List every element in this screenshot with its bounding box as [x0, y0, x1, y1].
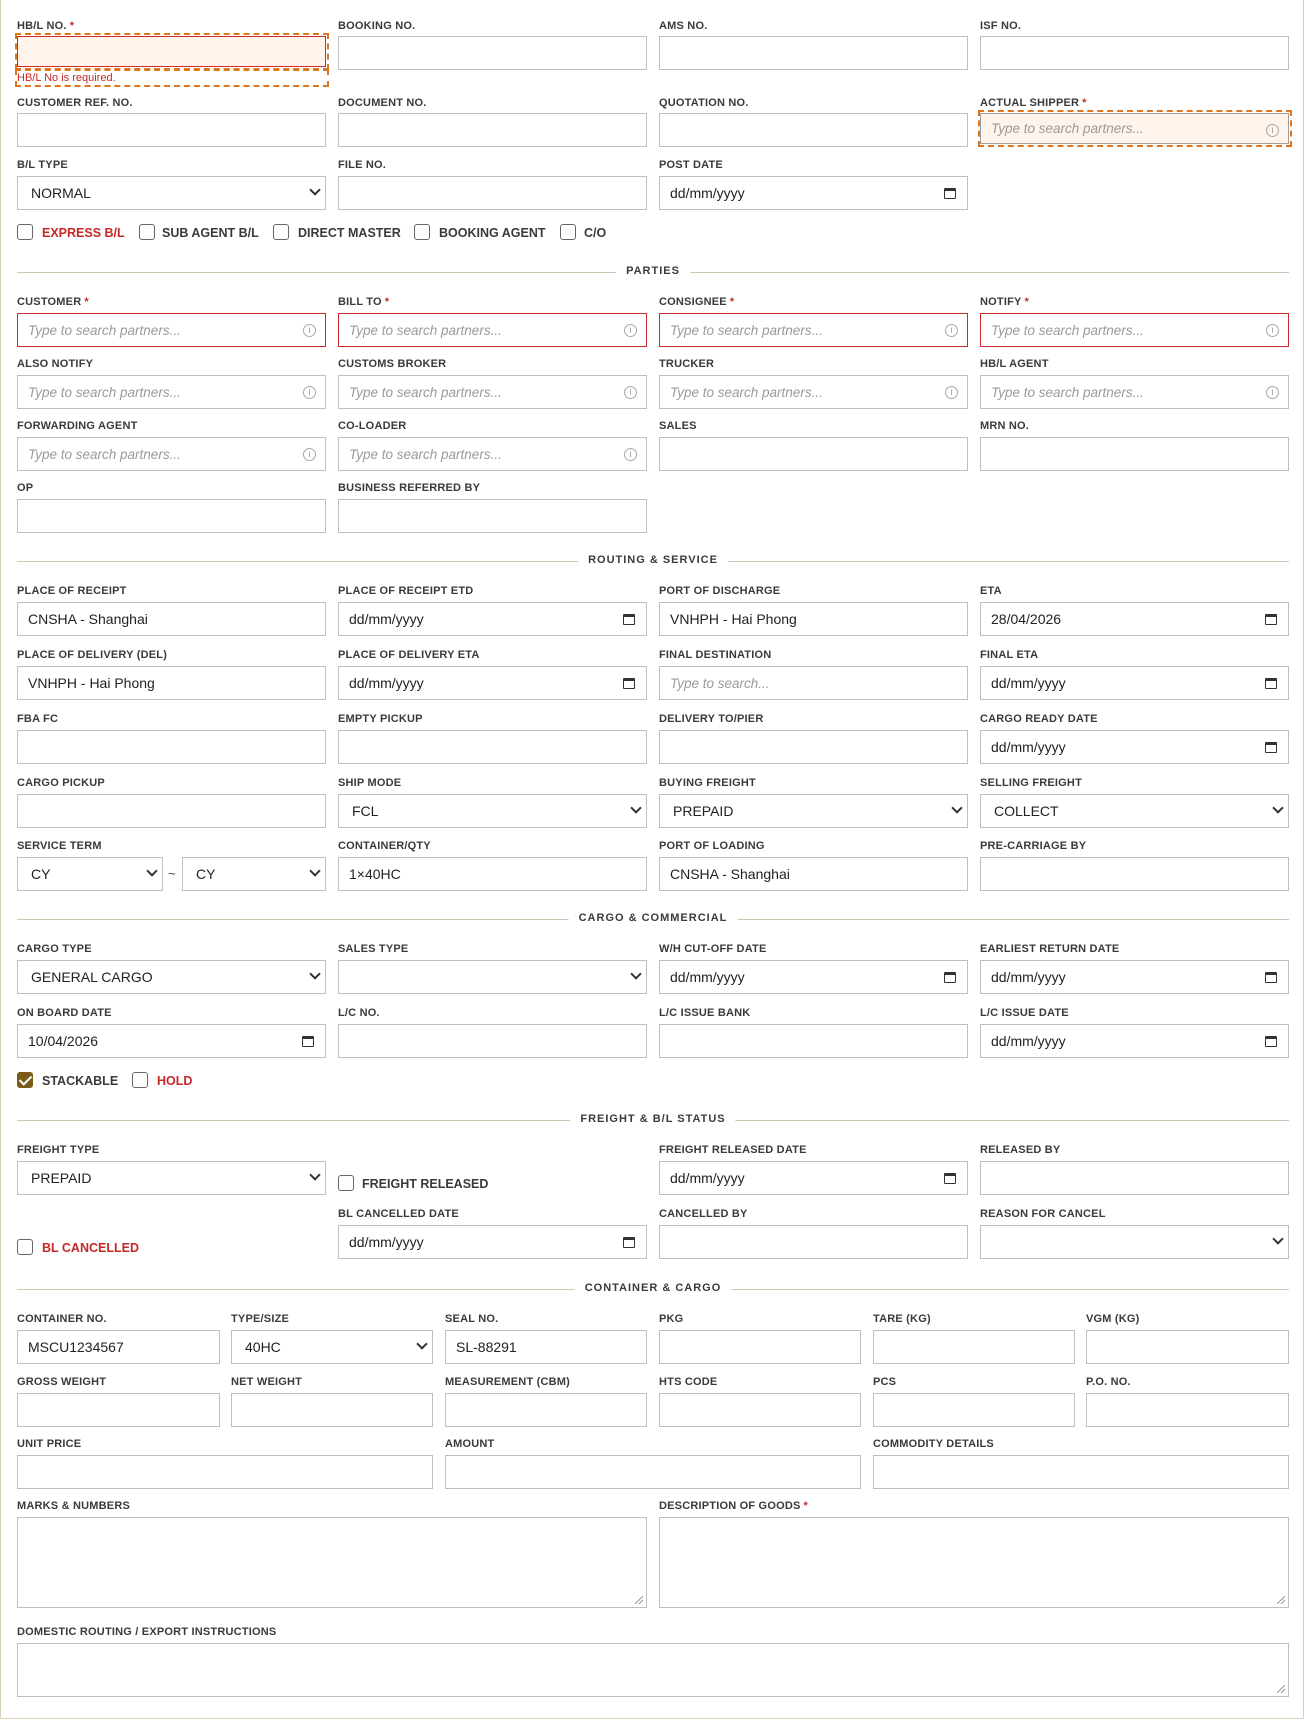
empty-pickup-input[interactable] [338, 730, 647, 764]
cargo-type-label: CARGO TYPE [17, 943, 92, 955]
required-marker: * [1082, 97, 1087, 109]
calendar-icon[interactable] [302, 1036, 314, 1047]
eta-label: ETA [980, 585, 1002, 597]
lc-issue-date-label: L/C ISSUE DATE [980, 1007, 1069, 1019]
commodity-details-label: COMMODITY DETAILS [873, 1438, 994, 1450]
chevron-down-icon [309, 184, 320, 195]
op-input[interactable] [17, 499, 326, 533]
date-value: dd/mm/yyyy [349, 611, 424, 627]
date-value: 28/04/2026 [991, 611, 1062, 627]
quotation-no-input[interactable] [659, 113, 968, 147]
service-term-to-value: CY [196, 866, 216, 882]
customer-input[interactable] [17, 313, 326, 347]
po-no-input[interactable] [1086, 1393, 1289, 1427]
forwarding-agent-input[interactable] [17, 437, 326, 471]
type-size-label: TYPE/SIZE [231, 1313, 290, 1325]
marks-numbers-label: MARKS & NUMBERS [17, 1500, 130, 1512]
freight-type-label: FREIGHT TYPE [17, 1144, 100, 1156]
vgm-input[interactable] [1086, 1330, 1289, 1364]
freight-type-value: PREPAID [31, 1170, 92, 1186]
file-no-input[interactable] [338, 176, 647, 210]
calendar-icon[interactable] [944, 972, 956, 983]
ship-mode-select[interactable] [338, 794, 647, 828]
calendar-icon[interactable] [1265, 742, 1277, 753]
sub-agent-bl-checkbox[interactable] [139, 224, 155, 240]
po-no-label: P.O. NO. [1086, 1376, 1131, 1388]
final-eta-input[interactable] [980, 666, 1289, 700]
stackable-label: STACKABLE [42, 1074, 119, 1088]
place-of-delivery-label: PLACE OF DELIVERY (DEL) [17, 649, 168, 661]
ship-mode-label: SHIP MODE [338, 777, 402, 789]
hts-code-label: HTS CODE [659, 1376, 718, 1388]
sales-label: SALES [659, 420, 697, 432]
reason-for-cancel-label: REASON FOR CANCEL [980, 1208, 1106, 1220]
description-of-goods-textarea[interactable] [659, 1517, 1289, 1608]
actual-shipper-label [980, 97, 1087, 109]
ams-no-label: AMS NO. [659, 20, 708, 32]
chevron-down-icon [309, 1169, 320, 1180]
service-term-from-select[interactable] [17, 857, 163, 891]
cargo-ready-date-input[interactable] [980, 730, 1289, 764]
hbl-no-label-text: HB/L NO. [17, 20, 67, 32]
actual-shipper-label-text: ACTUAL SHIPPER [980, 97, 1080, 109]
required-marker: * [84, 296, 89, 308]
port-of-discharge-label: PORT OF DISCHARGE [659, 585, 781, 597]
direct-master-label: DIRECT MASTER [298, 226, 401, 240]
place-of-delivery-input[interactable]: VNHPH - Hai Phong [17, 666, 326, 700]
consignee-label [659, 296, 734, 308]
place-of-receipt-etd-input[interactable] [338, 602, 647, 636]
fba-fc-input[interactable] [17, 730, 326, 764]
booking-agent-checkbox[interactable] [414, 224, 430, 240]
direct-master-checkbox[interactable] [273, 224, 289, 240]
cancelled-by-label: CANCELLED BY [659, 1208, 748, 1220]
section-cargo-commercial [17, 912, 1289, 926]
wh-cutoff-input[interactable] [659, 960, 968, 994]
service-term-label: SERVICE TERM [17, 840, 102, 852]
customer-label-text: CUSTOMER [17, 296, 82, 308]
buying-freight-select[interactable] [659, 794, 968, 828]
trucker-placeholder: Type to search partners... [670, 384, 823, 400]
required-marker: * [384, 296, 390, 308]
type-size-value: 40HC [245, 1339, 281, 1355]
chevron-down-icon [146, 865, 157, 876]
customer-ref-input[interactable] [17, 113, 326, 147]
trucker-input[interactable] [659, 375, 968, 409]
service-term-separator: ~ [168, 866, 176, 881]
post-date-label: POST DATE [659, 159, 723, 171]
buying-freight-label: BUYING FREIGHT [659, 777, 756, 789]
info-icon: i [1266, 124, 1279, 137]
info-icon: i [624, 386, 637, 399]
delivery-to-pier-label: DELIVERY TO/PIER [659, 713, 764, 725]
hbl-no-highlight [15, 33, 329, 70]
measurement-input[interactable] [445, 1393, 647, 1427]
unit-price-input[interactable] [17, 1455, 433, 1489]
freight-released-date-label: FREIGHT RELEASED DATE [659, 1144, 807, 1156]
service-term-to-select[interactable] [182, 857, 326, 891]
required-marker: * [69, 20, 75, 32]
freight-released-date-input[interactable] [659, 1161, 968, 1195]
document-no-label: DOCUMENT NO. [338, 97, 427, 109]
business-referred-input[interactable] [338, 499, 647, 533]
co-loader-label: CO-LOADER [338, 420, 407, 432]
container-no-label: CONTAINER NO. [17, 1313, 107, 1325]
customer-label [17, 296, 89, 308]
booking-agent-label: BOOKING AGENT [439, 226, 546, 240]
pkg-input[interactable] [659, 1330, 861, 1364]
calendar-icon[interactable] [623, 678, 635, 689]
pcs-input[interactable] [873, 1393, 1075, 1427]
ams-no-input[interactable] [659, 36, 968, 70]
amount-label: AMOUNT [445, 1438, 495, 1450]
express-bl-label: EXPRESS B/L [42, 226, 125, 240]
customs-broker-label: CUSTOMS BROKER [338, 358, 447, 370]
cargo-ready-date-label: CARGO READY DATE [980, 713, 1098, 725]
cargo-pickup-label: CARGO PICKUP [17, 777, 105, 789]
type-size-select[interactable] [231, 1330, 433, 1364]
seal-no-label: SEAL NO. [445, 1313, 499, 1325]
gross-weight-input[interactable] [17, 1393, 220, 1427]
bl-cancelled-label: BL CANCELLED [42, 1241, 139, 1255]
final-eta-label: FINAL ETA [980, 649, 1039, 661]
place-of-receipt-input[interactable]: CNSHA - Shanghai [17, 602, 326, 636]
earliest-return-input[interactable] [980, 960, 1289, 994]
released-by-label: RELEASED BY [980, 1144, 1061, 1156]
section-freight-status [17, 1113, 1289, 1127]
selling-freight-select[interactable] [980, 794, 1289, 828]
freight-released-label: FREIGHT RELEASED [362, 1177, 489, 1191]
customer-ref-label: CUSTOMER REF. NO. [17, 97, 133, 109]
info-icon: i [945, 324, 958, 337]
net-weight-label: NET WEIGHT [231, 1376, 303, 1388]
final-destination-label: FINAL DESTINATION [659, 649, 772, 661]
required-marker: * [803, 1500, 808, 1512]
business-referred-label: BUSINESS REFERRED BY [338, 482, 481, 494]
isf-no-label: ISF NO. [980, 20, 1022, 32]
post-date-input[interactable] [659, 176, 968, 210]
bl-cancelled-date-input[interactable] [338, 1225, 647, 1259]
sales-input[interactable] [659, 437, 968, 471]
calendar-icon[interactable] [944, 188, 956, 199]
date-value: dd/mm/yyyy [670, 1170, 745, 1186]
description-of-goods-label [659, 1500, 808, 1512]
cargo-pickup-input[interactable] [17, 794, 326, 828]
notify-placeholder: Type to search partners... [991, 322, 1144, 338]
service-term-from-value: CY [31, 866, 51, 882]
forwarding-agent-placeholder: Type to search partners... [28, 446, 181, 462]
fba-fc-label: FBA FC [17, 713, 59, 725]
bl-type-value: NORMAL [31, 185, 91, 201]
bl-type-label: B/L TYPE [17, 159, 68, 171]
section-parties [17, 265, 1289, 279]
chevron-down-icon [1272, 802, 1283, 813]
port-of-discharge-input[interactable]: VNHPH - Hai Phong [659, 602, 968, 636]
calendar-icon[interactable] [944, 1173, 956, 1184]
eta-input[interactable] [980, 602, 1289, 636]
calendar-icon[interactable] [623, 614, 635, 625]
on-board-date-input[interactable] [17, 1024, 326, 1058]
also-notify-label: ALSO NOTIFY [17, 358, 94, 370]
chevron-down-icon [1272, 1233, 1283, 1244]
date-value: dd/mm/yyyy [349, 675, 424, 691]
delivery-to-pier-input[interactable] [659, 730, 968, 764]
gross-weight-label: GROSS WEIGHT [17, 1376, 107, 1388]
isf-no-input[interactable] [980, 36, 1289, 70]
document-no-input[interactable] [338, 113, 647, 147]
pre-carriage-label: PRE-CARRIAGE BY [980, 840, 1087, 852]
stackable-checkbox[interactable] [17, 1072, 33, 1088]
co-label: C/O [584, 226, 607, 240]
hold-checkbox[interactable] [132, 1072, 148, 1088]
date-value: dd/mm/yyyy [991, 675, 1066, 691]
date-value: dd/mm/yyyy [670, 969, 745, 985]
bl-type-select[interactable] [17, 176, 326, 210]
co-loader-input[interactable] [338, 437, 647, 471]
port-of-loading-label: PORT OF LOADING [659, 840, 765, 852]
mrn-no-label: MRN NO. [980, 420, 1030, 432]
lc-no-input[interactable] [338, 1024, 647, 1058]
info-icon: i [945, 386, 958, 399]
post-date-value: dd/mm/yyyy [670, 185, 745, 201]
selling-freight-label: SELLING FREIGHT [980, 777, 1082, 789]
domestic-routing-label: DOMESTIC ROUTING / EXPORT INSTRUCTIONS [17, 1626, 277, 1638]
container-no-input[interactable]: MSCU1234567 [17, 1330, 220, 1364]
released-by-input[interactable] [980, 1161, 1289, 1195]
info-icon: i [1266, 386, 1279, 399]
notify-label-text: NOTIFY [980, 296, 1022, 308]
info-icon: i [303, 324, 316, 337]
reason-for-cancel-select[interactable] [980, 1225, 1289, 1259]
section-routing [17, 554, 1289, 568]
trucker-label: TRUCKER [659, 358, 715, 370]
notify-label [980, 296, 1029, 308]
customs-broker-placeholder: Type to search partners... [349, 384, 502, 400]
hold-label: HOLD [157, 1074, 193, 1088]
chevron-down-icon [630, 968, 641, 979]
commodity-details-input[interactable] [873, 1455, 1289, 1489]
info-icon: i [303, 448, 316, 461]
bl-cancelled-date-label: BL CANCELLED DATE [338, 1208, 459, 1220]
customs-broker-input[interactable] [338, 375, 647, 409]
place-of-receipt-etd-label: PLACE OF RECEIPT ETD [338, 585, 474, 597]
sub-agent-bl-label: SUB AGENT B/L [162, 226, 259, 240]
bill-to-label [338, 296, 389, 308]
sales-type-label: SALES TYPE [338, 943, 409, 955]
hts-code-input[interactable] [659, 1393, 861, 1427]
date-value: dd/mm/yyyy [991, 969, 1066, 985]
amount-input[interactable] [445, 1455, 861, 1489]
on-board-date-label: ON BOARD DATE [17, 1007, 112, 1019]
bill-to-placeholder: Type to search partners... [349, 322, 502, 338]
tare-label: TARE (KG) [873, 1313, 931, 1325]
info-icon: i [624, 448, 637, 461]
container-qty-label: CONTAINER/QTY [338, 840, 431, 852]
domestic-routing-textarea[interactable] [17, 1643, 1289, 1697]
op-label: OP [17, 482, 34, 494]
chevron-down-icon [416, 1338, 427, 1349]
section-title: FREIGHT & B/L STATUS [570, 1113, 735, 1125]
empty-pickup-label: EMPTY PICKUP [338, 713, 423, 725]
pre-carriage-input[interactable] [980, 857, 1289, 891]
also-notify-input[interactable] [17, 375, 326, 409]
bill-to-label-text: BILL TO [338, 296, 382, 308]
section-title: CONTAINER & CARGO [575, 1282, 732, 1294]
lc-issue-date-input[interactable] [980, 1024, 1289, 1058]
hbl-agent-input[interactable] [980, 375, 1289, 409]
marks-numbers-textarea[interactable] [17, 1517, 647, 1608]
freight-released-checkbox[interactable] [338, 1175, 354, 1191]
unit-price-label: UNIT PRICE [17, 1438, 82, 1450]
description-of-goods-label-text: DESCRIPTION OF GOODS [659, 1500, 801, 1512]
calendar-icon[interactable] [1265, 972, 1277, 983]
cargo-type-select[interactable] [17, 960, 326, 994]
chevron-down-icon [630, 802, 641, 813]
calendar-icon[interactable] [1265, 614, 1277, 625]
notify-input[interactable] [980, 313, 1289, 347]
actual-shipper-highlight [978, 110, 1292, 147]
port-of-loading-input[interactable]: CNSHA - Shanghai [659, 857, 968, 891]
hbl-no-error: HB/L No is required. [17, 72, 116, 84]
date-value: dd/mm/yyyy [349, 1234, 424, 1250]
calendar-icon[interactable] [623, 1237, 635, 1248]
required-marker: * [729, 296, 735, 308]
express-bl-checkbox[interactable] [17, 224, 33, 240]
lc-issue-bank-input[interactable] [659, 1024, 968, 1058]
date-value: 10/04/2026 [28, 1033, 99, 1049]
container-qty-input[interactable]: 1×40HC [338, 857, 647, 891]
ship-mode-value: FCL [352, 803, 379, 819]
hbl-agent-placeholder: Type to search partners... [991, 384, 1144, 400]
hbl-agent-label: HB/L AGENT [980, 358, 1049, 370]
co-checkbox[interactable] [560, 224, 576, 240]
seal-no-input[interactable]: SL-88291 [445, 1330, 647, 1364]
date-value: dd/mm/yyyy [991, 1033, 1066, 1049]
booking-no-label: BOOKING NO. [338, 20, 416, 32]
section-container-cargo [17, 1282, 1289, 1296]
consignee-label-text: CONSIGNEE [659, 296, 727, 308]
required-marker: * [1024, 296, 1030, 308]
chevron-down-icon [309, 968, 320, 979]
measurement-label: MEASUREMENT (CBM) [445, 1376, 571, 1388]
place-of-receipt-label: PLACE OF RECEIPT [17, 585, 127, 597]
lc-issue-bank-label: L/C ISSUE BANK [659, 1007, 751, 1019]
earliest-return-label: EARLIEST RETURN DATE [980, 943, 1120, 955]
consignee-input[interactable] [659, 313, 968, 347]
date-value: dd/mm/yyyy [991, 739, 1066, 755]
calendar-icon[interactable] [1265, 678, 1277, 689]
tare-input[interactable] [873, 1330, 1075, 1364]
selling-freight-value: COLLECT [994, 803, 1059, 819]
section-title: CARGO & COMMERCIAL [569, 912, 738, 924]
final-destination-input[interactable]: Type to search... [659, 666, 968, 700]
customer-placeholder: Type to search partners... [28, 322, 181, 338]
forwarding-agent-label: FORWARDING AGENT [17, 420, 138, 432]
info-icon: i [303, 386, 316, 399]
co-loader-placeholder: Type to search partners... [349, 446, 502, 462]
calendar-icon[interactable] [1265, 1036, 1277, 1047]
section-title: PARTIES [616, 265, 690, 277]
consignee-placeholder: Type to search partners... [670, 322, 823, 338]
quotation-no-label: QUOTATION NO. [659, 97, 749, 109]
cargo-type-value: GENERAL CARGO [31, 969, 153, 985]
also-notify-placeholder: Type to search partners... [28, 384, 181, 400]
wh-cutoff-label: W/H CUT-OFF DATE [659, 943, 767, 955]
place-of-delivery-eta-label: PLACE OF DELIVERY ETA [338, 649, 480, 661]
file-no-label: FILE NO. [338, 159, 387, 171]
pkg-label: PKG [659, 1313, 684, 1325]
actual-shipper-placeholder: Type to search partners... [991, 121, 1144, 136]
hbl-no-label [17, 20, 74, 32]
net-weight-input[interactable] [231, 1393, 433, 1427]
bl-cancelled-checkbox[interactable] [17, 1239, 33, 1255]
booking-no-input[interactable] [338, 36, 647, 70]
pcs-label: PCS [873, 1376, 897, 1388]
place-of-delivery-eta-input[interactable] [338, 666, 647, 700]
cancelled-by-input[interactable] [659, 1225, 968, 1259]
info-icon: i [624, 324, 637, 337]
info-icon: i [1266, 324, 1279, 337]
chevron-down-icon [309, 865, 320, 876]
bill-to-input[interactable] [338, 313, 647, 347]
freight-type-select[interactable] [17, 1161, 326, 1195]
mrn-no-input[interactable] [980, 437, 1289, 471]
vgm-label: VGM (KG) [1086, 1313, 1140, 1325]
sales-type-select[interactable] [338, 960, 647, 994]
chevron-down-icon [951, 802, 962, 813]
lc-no-label: L/C NO. [338, 1007, 380, 1019]
buying-freight-value: PREPAID [673, 803, 734, 819]
section-title: ROUTING & SERVICE [578, 554, 728, 566]
